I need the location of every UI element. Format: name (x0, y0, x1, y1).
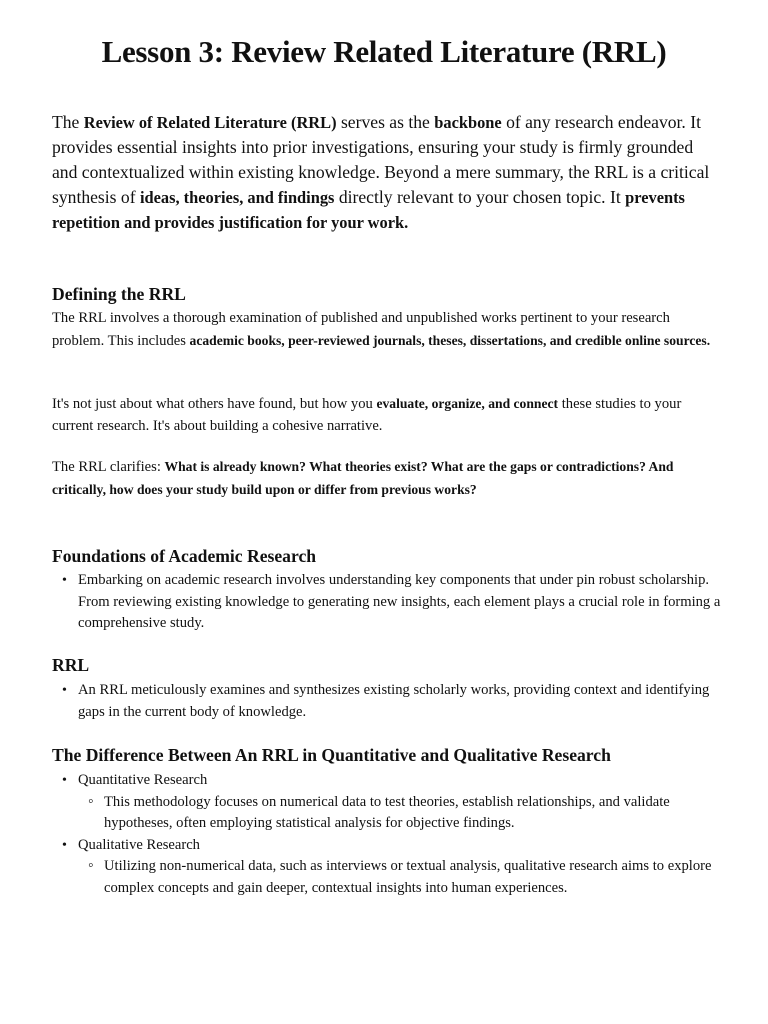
defining-p1-bold: academic books, peer-reviewed journals, theses, dissertations, and credible online sources. (189, 332, 711, 348)
qualitative-label: Qualitative Research (78, 836, 200, 853)
quantitative-label: Quantitative Research (78, 772, 208, 788)
qualitative-sublist (78, 856, 722, 899)
page-title: Lesson 3: Review Related Literature (RRL) (101, 34, 667, 69)
quantitative-description: ◦ This methodology focuses on numerical data to test theories, establish relationships, and validate hypotheses, often employing statistical analysis for objective findings. (78, 792, 722, 835)
defining-p2-text-1: It's not just about what others have found, but how you (52, 396, 377, 412)
defining-p2-bold: evaluate, organize, and connect (376, 396, 559, 411)
defining-p1-text: The RRL involves a thorough examination of published and unpublished works pertinent to your research problem. This includes (52, 310, 670, 349)
list-item: • An RRL meticulously examines and synthesizes existing scholarly works, providing context and identifying gaps in the current body of knowledge. (52, 680, 722, 723)
intro-text-2: serves as the (336, 112, 435, 132)
defining-heading: Defining the RRL (52, 284, 186, 304)
defining-paragraph-3 (52, 456, 722, 501)
intro-text-3: of any research endeavor. It provides essential insights into prior investigations, ensuring your study is firmly grounded and contextualized within existing knowledge. Beyond a mere summary, the RRL is a critical synthesis of (52, 112, 710, 207)
defining-paragraph-1 (52, 308, 722, 352)
defining-p3-bold: What is already known? What theories exist? What are the gaps or contradictions? And critically, how does your study build upon or differ from previous works? (52, 459, 674, 497)
qualitative-description: ◦ Utilizing non-numerical data, such as interviews or textual analysis, qualitative research aims to explore complex concepts and gain deeper, contextual insights into human experiences. (78, 856, 722, 899)
intro-bold-backbone: backbone (434, 113, 502, 132)
foundations-heading: Foundations of Academic Research (52, 546, 317, 566)
intro-bold-ideas: ideas, theories, and findings (139, 188, 335, 207)
defining-p3-text: The RRL clarifies: (52, 459, 165, 475)
intro-bold-prevents: prevents repetition and provides justification for your work. (52, 188, 685, 232)
difference-list (52, 770, 722, 899)
rrl-heading: RRL (52, 655, 90, 675)
quantitative-sublist (78, 792, 722, 835)
list-item-qualitative (52, 835, 722, 900)
intro-paragraph (52, 110, 722, 235)
rrl-list (52, 680, 722, 723)
defining-p2-text-2: these studies to your current research. It's about building a cohesive narrative. (52, 396, 682, 434)
intro-text-1: The (52, 112, 84, 132)
intro-text-4: directly relevant to your chosen topic. It (334, 187, 626, 207)
list-item: • Embarking on academic research involves understanding key components that under pin robust scholarship. From reviewing existing knowledge to generating new insights, each element plays a crucial role in forming a comprehensive study. (52, 570, 722, 635)
foundations-list (52, 570, 722, 635)
defining-paragraph-2 (52, 393, 722, 437)
intro-bold-rrl: Review of Related Literature (RRL) (83, 113, 337, 132)
list-item-quantitative (52, 770, 722, 835)
difference-heading: The Difference Between An RRL in Quantitative and Qualitative Research (52, 745, 611, 765)
